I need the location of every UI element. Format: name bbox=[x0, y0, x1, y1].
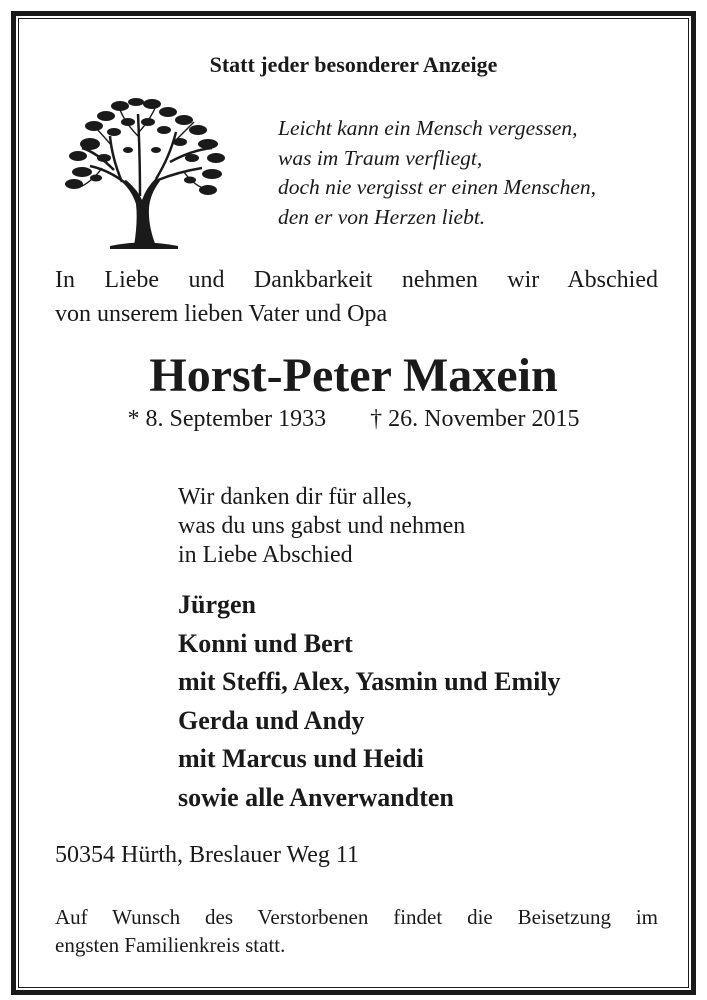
tree-icon bbox=[52, 96, 232, 252]
mourner-entry: sowie alle Anverwandten bbox=[178, 782, 454, 812]
address: 50354 Hürth, Breslauer Weg 11 bbox=[55, 842, 360, 868]
poem bbox=[278, 114, 596, 232]
poem-line: was im Traum verfliegt, bbox=[278, 145, 483, 170]
burial-notice bbox=[55, 903, 658, 959]
death-date: † 26. November 2015 bbox=[370, 406, 580, 432]
mourner-entry: Gerda und Andy bbox=[178, 705, 365, 735]
mourner-entry: mit Steffi, Alex, Yasmin und Emily bbox=[178, 667, 561, 696]
header-title: Statt jeder besonderer Anzeige bbox=[209, 52, 498, 77]
poem-line: Leicht kann ein Mensch vergessen, bbox=[278, 116, 578, 140]
life-dates bbox=[0, 406, 707, 433]
poem-line: doch nie vergisst er einen Menschen, bbox=[278, 175, 597, 199]
mourners-list bbox=[178, 586, 561, 817]
intro-line: von unserem lieben Vater und Opa bbox=[55, 301, 388, 327]
deceased-name: Horst-Peter Maxein bbox=[149, 349, 558, 402]
thanks-line: in Liebe Abschied bbox=[178, 542, 353, 568]
thanks-line: Wir danken dir für alles, bbox=[178, 484, 413, 510]
notice-line: Auf Wunsch des Verstorbenen findet die Beisetzung im bbox=[55, 905, 658, 929]
notice-line: engsten Familienkreis statt. bbox=[55, 933, 286, 957]
mourner-entry: Konni und Bert bbox=[178, 628, 353, 658]
mourner-entry: Jürgen bbox=[178, 590, 256, 619]
mourner-entry: mit Marcus und Heidi bbox=[178, 744, 424, 773]
thanks-line: was du uns gabst und nehmen bbox=[178, 513, 466, 539]
thanks-text bbox=[178, 483, 465, 570]
intro-text bbox=[55, 263, 658, 331]
poem-line: den er von Herzen liebt. bbox=[278, 204, 486, 229]
intro-line: In Liebe und Dankbarkeit nehmen wir Abschied bbox=[55, 267, 658, 293]
birth-date: * 8. September 1933 bbox=[127, 406, 327, 432]
